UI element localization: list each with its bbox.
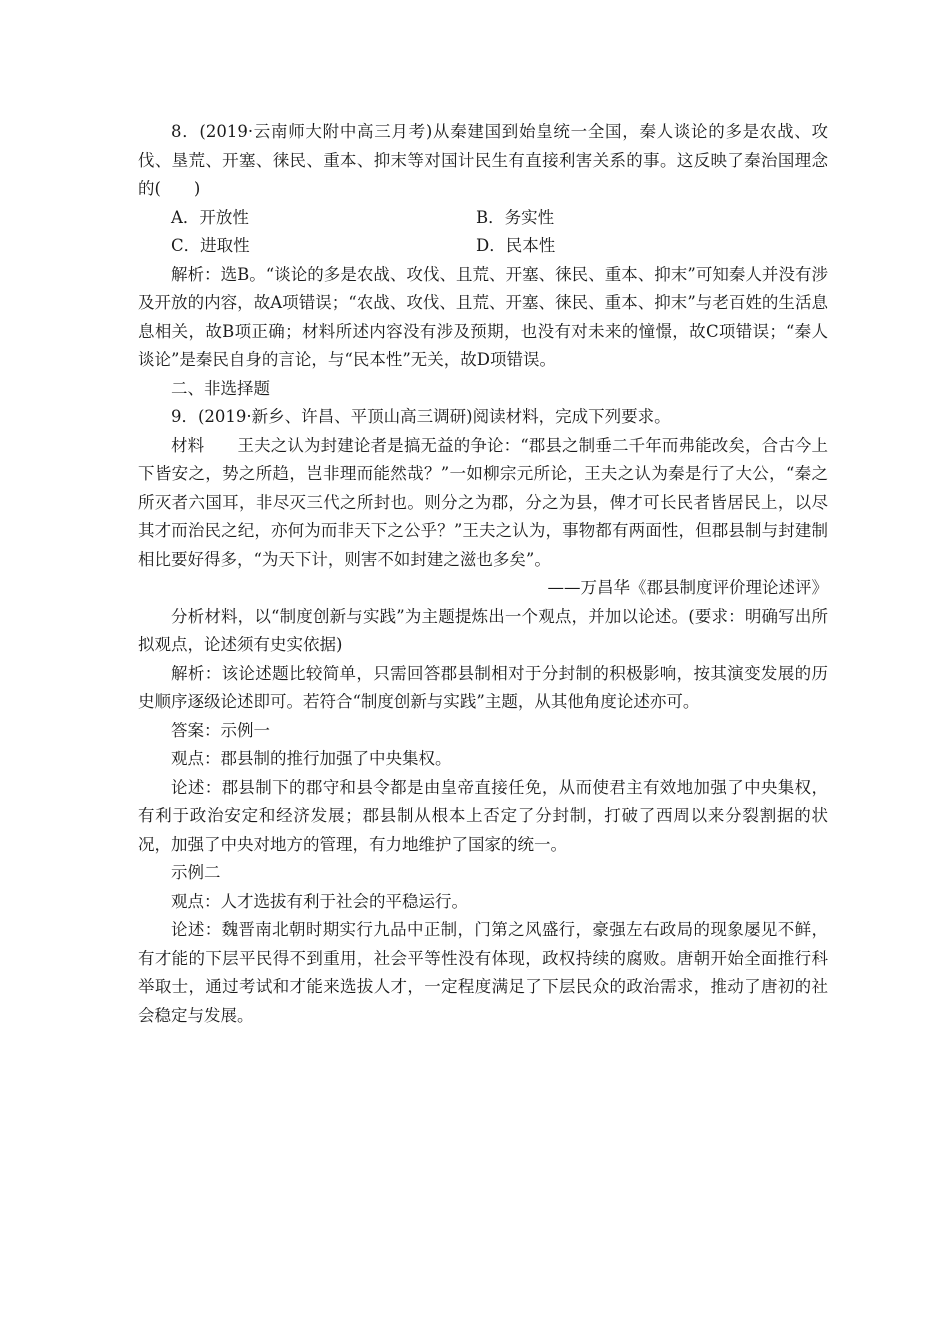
question-8-stem: 8．(2019·云南师大附中高三月考)从秦建国到始皇统一全国，秦人谈论的多是农战、攻伐、垦荒、开塞、徕民、重本、抑末等对国计民生有直接利害关系的事。这反映了秦治国理念的( )	[138, 122, 828, 198]
example-1-view: 观点：郡县制的推行加强了中央集权。	[171, 749, 452, 768]
question-9-analysis: 解析：该论述题比较简单，只需回答郡县制相对于分封制的积极影响，按其演变发展的历史顺序逐级论述即可。若符合“制度创新与实践”主题，从其他角度论述亦可。	[138, 663, 828, 711]
example-1-argument: 论述：郡县制下的郡守和县令都是由皇帝直接任免，从而使君主有效地加强了中央集权，有利于政治安定和经济发展；郡县制从根本上否定了分封制，打破了西周以来分裂割据的状况，加强了中央对地方的管理，有力地维护了国家的统一。	[138, 777, 828, 854]
material-source: ——万昌华《郡县制度评价理论述评》	[547, 578, 828, 597]
answer-label: 答案：示例一	[171, 720, 270, 740]
question-9-material: 材料 王夫之认为封建论者是搞无益的争论：“郡县之制垂二千年而弗能改矣，合古今上下皆安之，势之所趋，岂非理而能然哉？”一如柳宗元所论，王夫之认为秦是行了大公，“秦之所灭者六国耳，非尽灭三代之所封也。则分之为郡，分之为县，俾才可长民者皆居民上，以尽其才而治民之纪，亦何为而非天下之公乎？”王夫之认为，事物都有两面性，但郡县制与封建制相比要好得多，“为天下计，则害不如封建之滋也多矣”。	[138, 435, 828, 569]
option-c: C．进取性	[171, 236, 250, 255]
question-8-analysis: 解析：选B。“谈论的多是农战、攻伐、且荒、开塞、徕民、重本、抑末”可知秦人并没有涉及开放的内容，故A项错误；“农战、攻伐、且荒、开塞、徕民、重本、抑末”与老百姓的生活息息相关，故B项正确；材料所述内容没有涉及预期，也没有对未来的憧憬，故C项错误；“秦人谈论”是秦民自身的言论，与“民本性”无关，故D项错误。	[138, 264, 828, 369]
question-9-task: 分析材料，以“制度创新与实践”为主题提炼出一个观点，并加以论述。(要求：明确写出所拟观点，论述须有史实依据)	[138, 606, 828, 654]
example-2-argument: 论述：魏晋南北朝时期实行九品中正制，门第之风盛行，豪强左右政局的现象屡见不鲜，有才能的下层平民得不到重用，社会平等性没有体现，政权持续的腐败。唐朝开始全面推行科举取士，通过考试和才能来选拔人才，一定程度满足了下层民众的政治需求，推动了唐初的社会稳定与发展。	[138, 920, 828, 1025]
example-2-view: 观点：人才选拔有利于社会的平稳运行。	[171, 891, 468, 911]
question-9-stem: 9．(2019·新乡、许昌、平顶山高三调研)阅读材料，完成下列要求。	[171, 407, 671, 426]
option-b: B．务实性	[476, 207, 555, 227]
document-body	[138, 118, 828, 1030]
section-heading: 二、非选择题	[171, 378, 270, 398]
question-8-options-row-2	[138, 232, 828, 261]
example-2-label: 示例二	[171, 863, 221, 882]
question-8-options-row-1	[138, 204, 828, 233]
option-a: A．开放性	[171, 207, 249, 227]
option-d: D．民本性	[476, 236, 556, 255]
